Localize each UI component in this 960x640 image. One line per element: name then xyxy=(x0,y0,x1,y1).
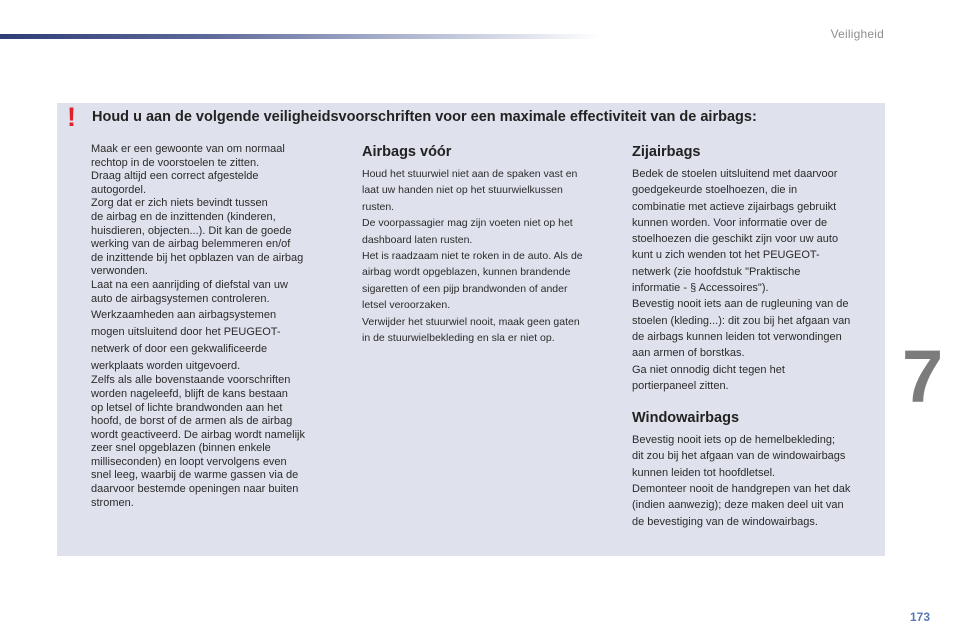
front-airbags-heading: Airbags vóór xyxy=(362,144,452,160)
right-column xyxy=(632,144,882,530)
left-paragraph-1: Maak er een gewoonte van om normaal rechtop in de voorstoelen te zitten. Draag altijd een correct afgestelde autogordel. Zorg dat er zich niets bevindt tussen de airbag en de inzittenden (kinderen, huisdieren, objecten...). Dit kan de goede werking van de airbag belemmeren en/of de inzittende bij het opblazen van de airbag verwonden. Laat na een aanrijding of diefstal van uw auto de airbagsystemen controleren. xyxy=(91,143,304,305)
window-airbags-heading: Windowairbags xyxy=(632,410,740,427)
section-title: Veiligheid xyxy=(830,27,884,41)
front-airbags-text: Houd het stuurwiel niet aan de spaken vast en laat uw handen niet op het stuurwielkussen rusten. De voorpassagier mag zijn voeten niet op het dashboard laten rusten. Het is raadzaam niet te roken in de auto. Als de airbag wordt opgeblazen, kunnen brandende sigaretten of een pijp brandwonden of ander letsel veroorzaken. Verwijder het stuurwiel nooit, maak geen gaten in de stuurwielbekleding en sla er niet op. xyxy=(362,168,583,345)
side-airbags-text: Bedek de stoelen uitsluitend met daarvoor goedgekeurde stoelhoezen, die in combinatie met actieve zijairbags gebruikt kunnen worden. Voor informatie over de stoelhoezen die geschikt zijn voor uw auto kunt u zich wenden tot het PEUGEOT- netwerk (zie hoofdstuk "Praktische informatie - § Accessoires"). Bevestig nooit iets aan de rugleuning van de stoelen (kleding...): dit zou bij het afgaan van de airbags kunnen leiden tot verwondingen aan armen of borstkas. Ga niet onnodig dicht tegen het portierpaneel zitten. xyxy=(632,168,851,392)
exclamation-icon: ! xyxy=(67,102,76,132)
left-column xyxy=(91,143,341,510)
window-airbags-text: Bevestig nooit iets op de hemelbekleding; dit zou bij het afgaan van de windowairbags kunnen leiden tot hoofdletsel. Demonteer nooit de handgrepen van het dak (indien aanwezig); deze maken deel uit van de bevestiging van de windowairbags. xyxy=(632,434,851,528)
side-airbags-heading: Zijairbags xyxy=(632,144,701,160)
left-paragraph-3: Zelfs als alle bovenstaande voorschriften worden nageleefd, blijft de kans bestaan op letsel of lichte brandwonden aan het hoofd, de borst of de armen als de airbag wordt geactiveerd. De airbag wordt namelijk zeer snel opgeblazen (binnen enkele milliseconden) en loopt vervolgens even snel leeg, waarbij de warme gassen via de daarvoor bestemde openingen naar buiten stromen. xyxy=(91,374,305,509)
header-accent-bar xyxy=(0,34,600,39)
middle-column xyxy=(362,144,612,346)
warning-title: Houd u aan de volgende veiligheidsvoorschriften voor een maximale effectiviteit van de airbags: xyxy=(92,109,757,125)
page-number: 173 xyxy=(910,610,931,624)
left-paragraph-2: Werkzaamheden aan airbagsystemen mogen uitsluitend door het PEUGEOT- netwerk of door een gekwalificeerde werkplaats worden uitgevoerd. xyxy=(91,309,281,372)
chapter-number: 7 xyxy=(902,335,944,418)
